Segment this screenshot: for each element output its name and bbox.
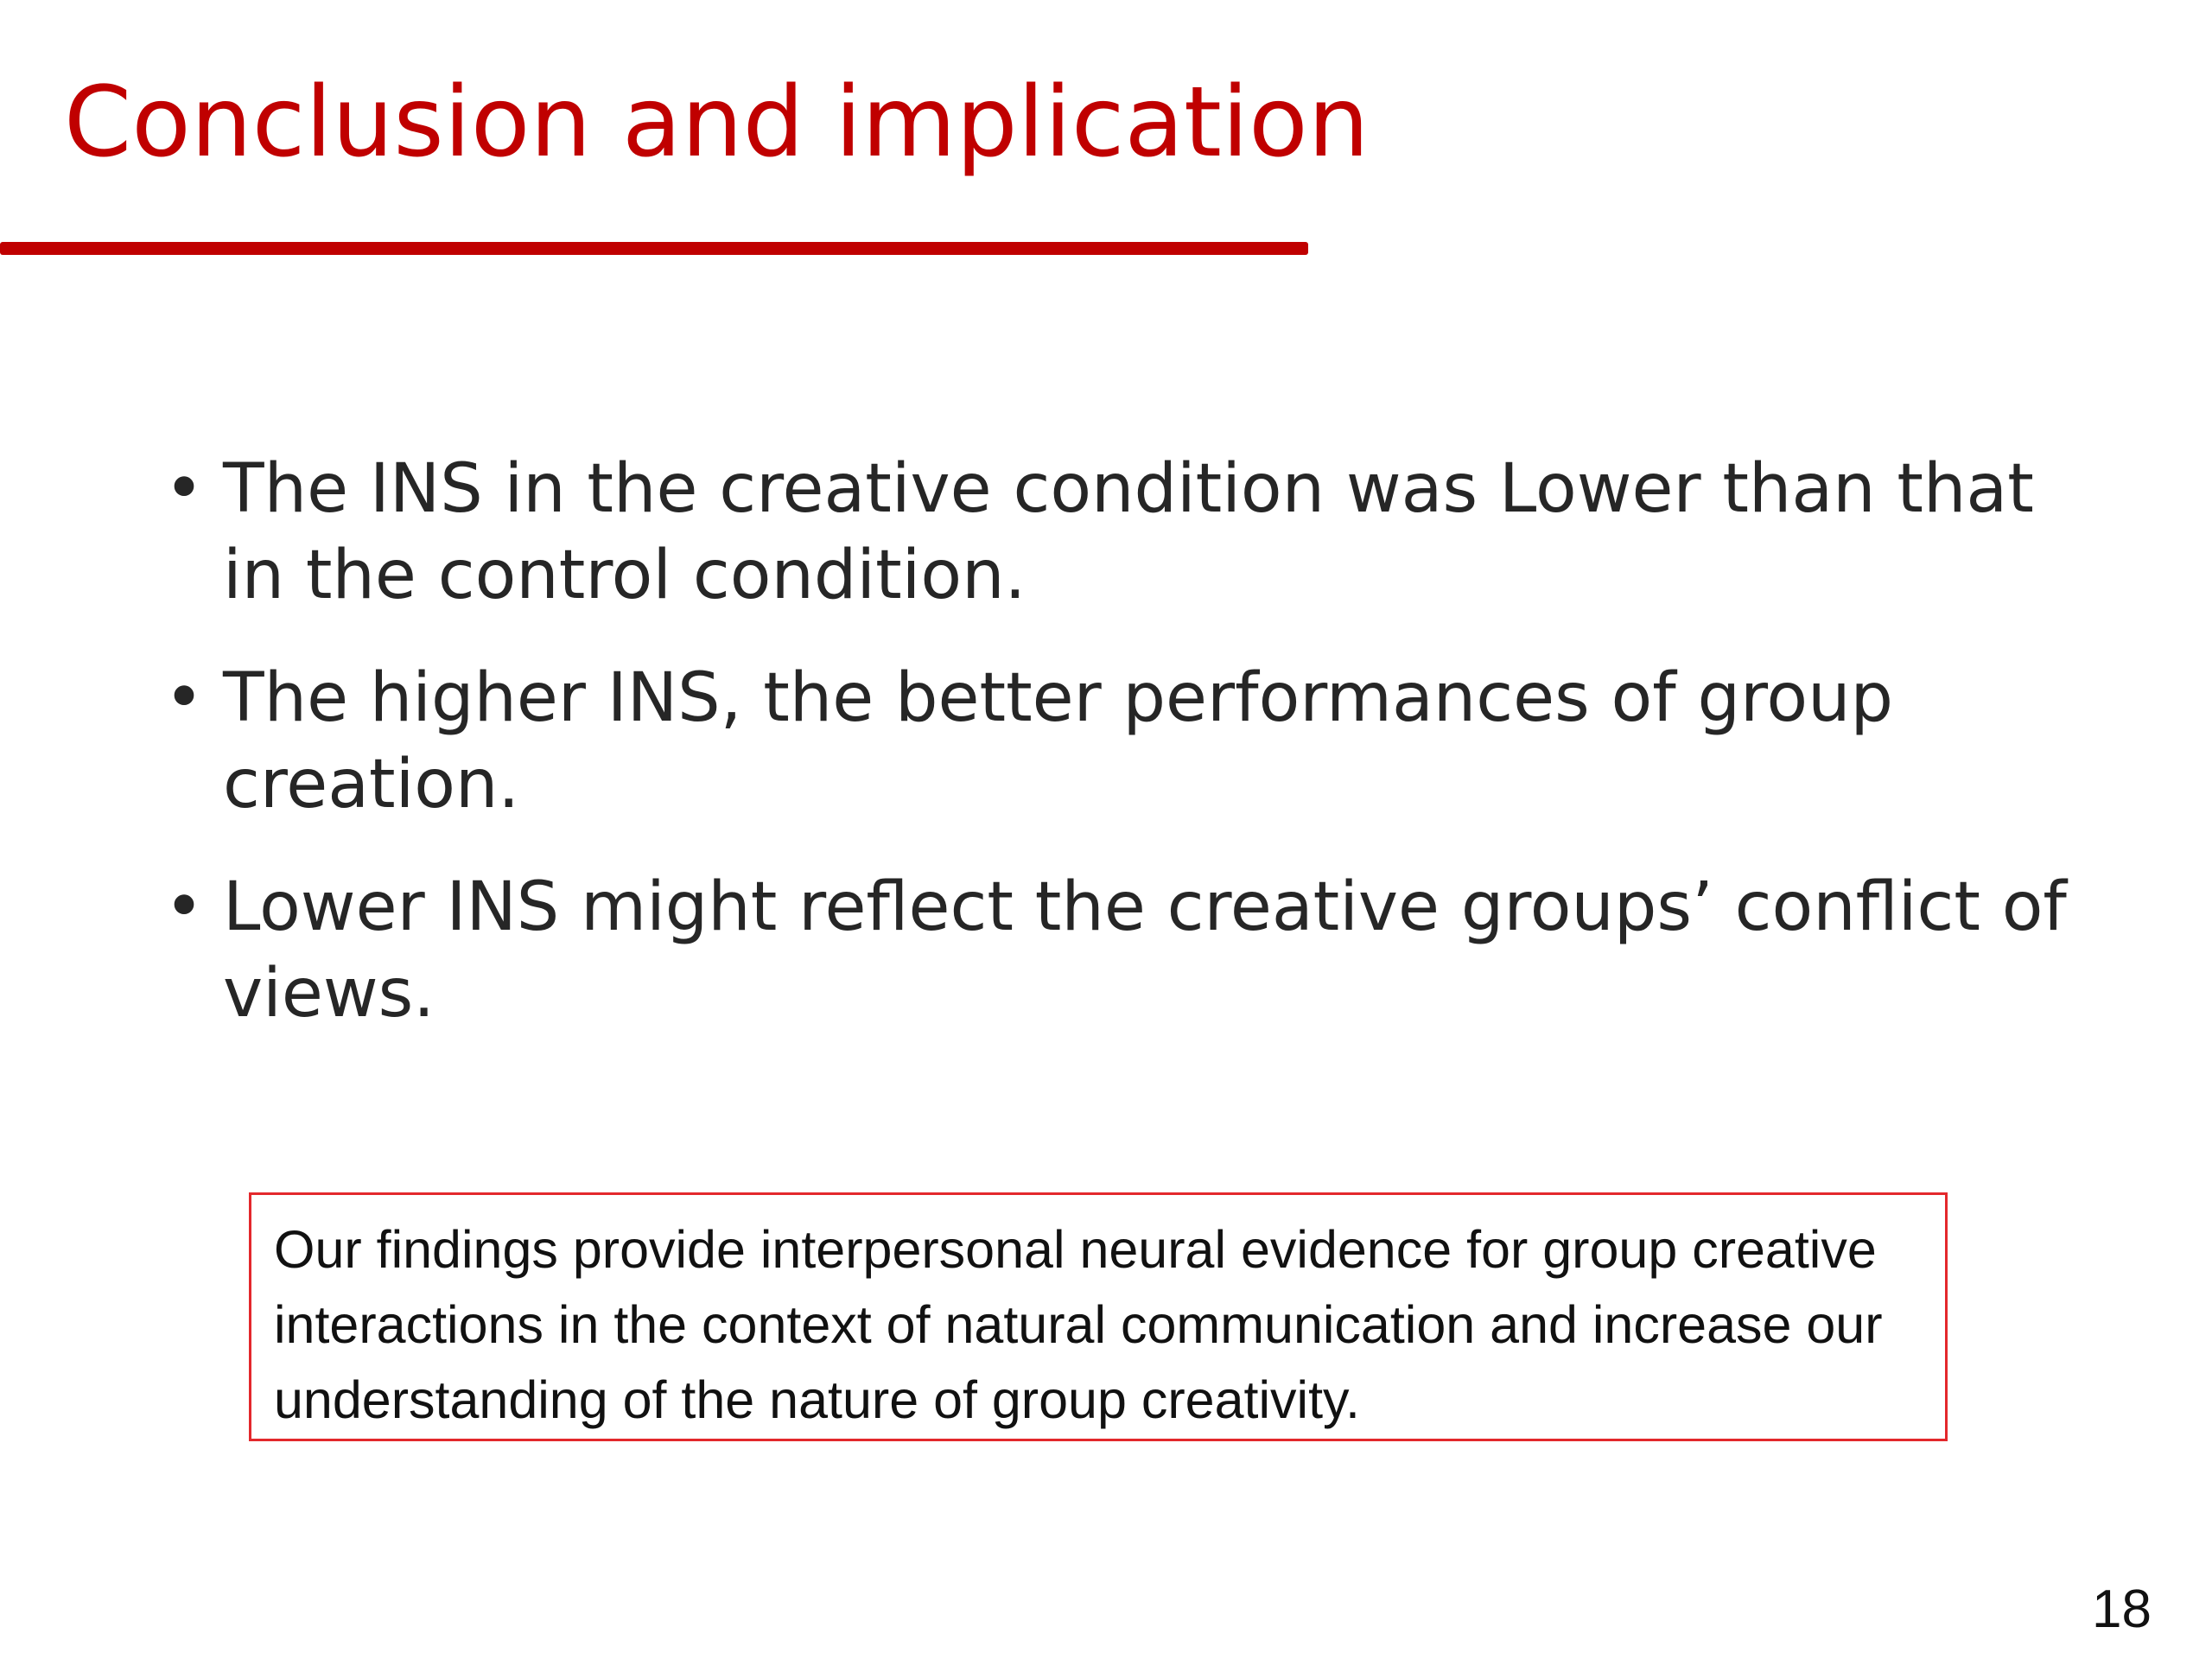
bullet-marker: •: [164, 868, 205, 946]
page-number: 18: [2092, 1580, 2152, 1639]
bullet-item: [164, 655, 2108, 828]
slide-title: Conclusion and implication: [64, 67, 1370, 179]
bullet-text: Lower INS might reflect the creative groups’ conflict of views.: [223, 868, 2067, 1033]
bullet-marker: •: [164, 659, 205, 737]
title-underline: [0, 242, 1308, 255]
bullet-marker: •: [164, 450, 205, 528]
bullet-item: [164, 864, 2108, 1037]
bullet-list: [164, 446, 2108, 1073]
bullet-item: [164, 446, 2108, 619]
bullet-text: The INS in the creative condition was Lower than that in the control condition.: [223, 450, 2034, 614]
callout-text: Our findings provide interpersonal neural evidence for group creative interactions in the context of natural communication and increase our understanding of the nature of group creativity.: [274, 1220, 1883, 1429]
conclusion-callout-box: [249, 1192, 1948, 1441]
bullet-text: The higher INS, the better performances of group creation.: [223, 659, 1894, 823]
